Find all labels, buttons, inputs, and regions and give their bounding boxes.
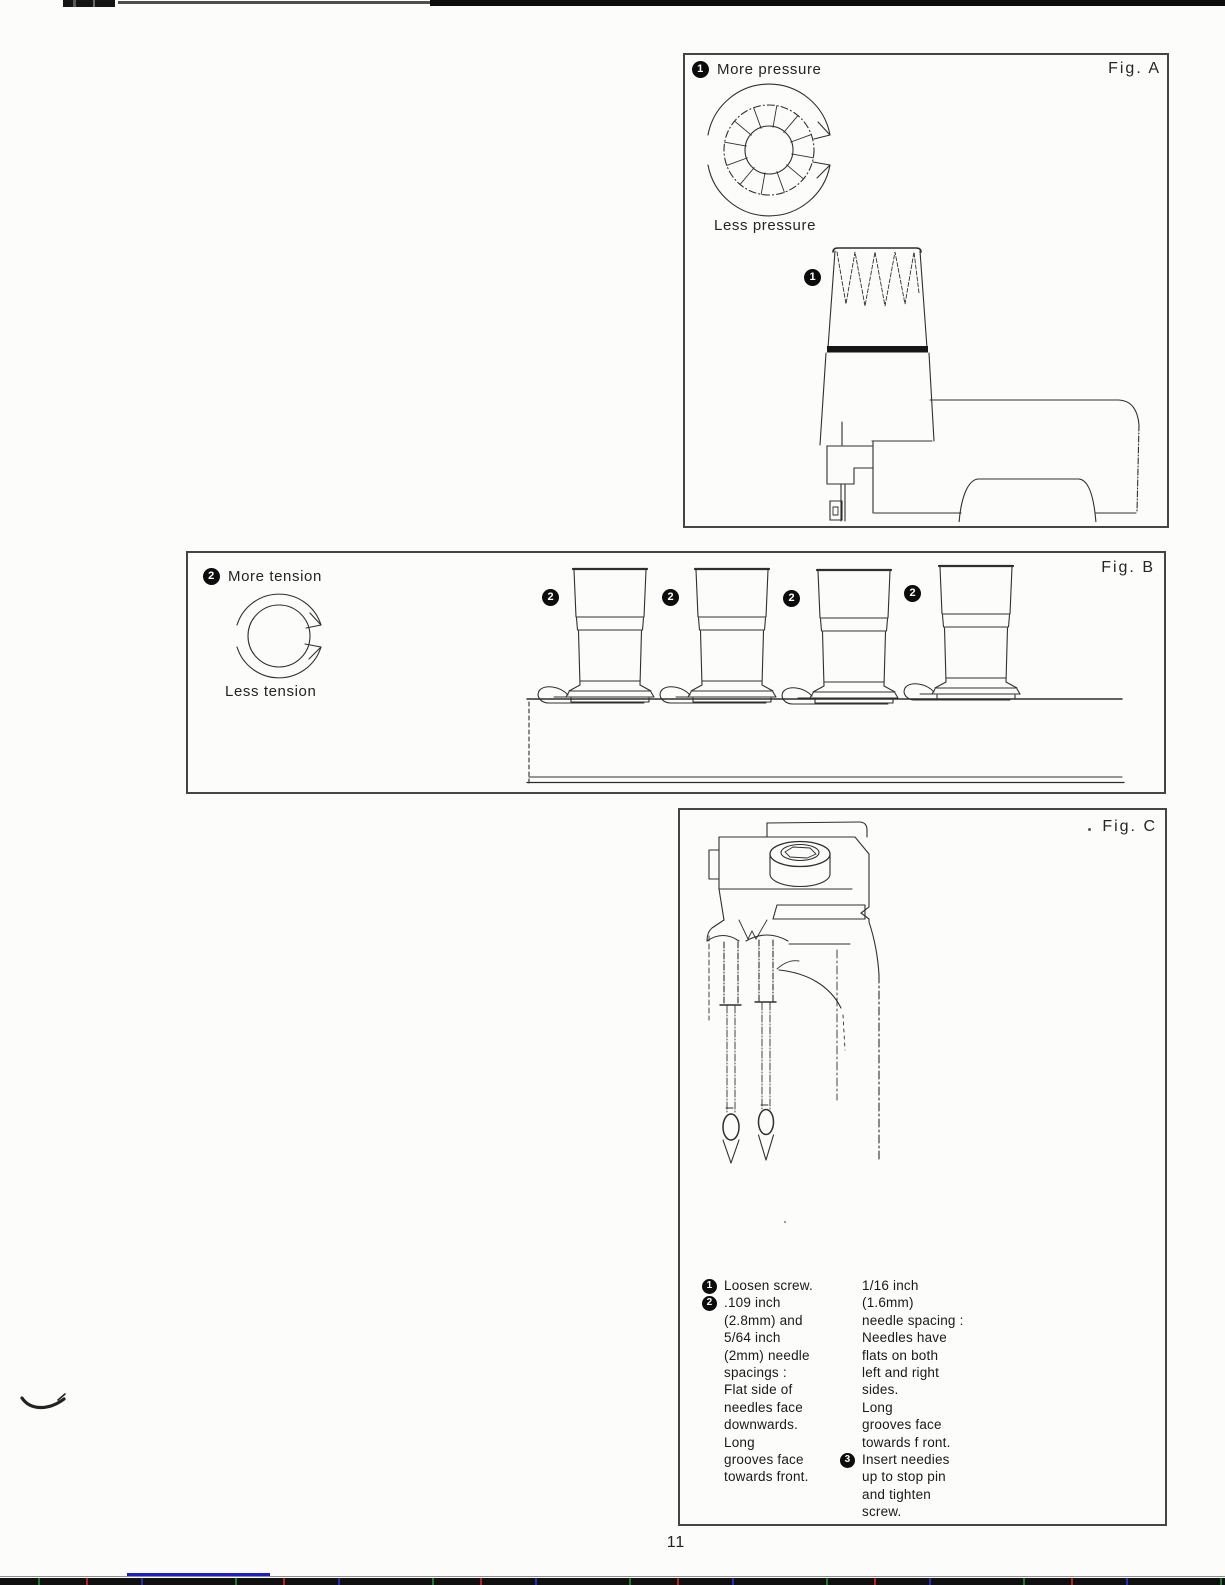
figure-c-label: Fig. C — [1102, 818, 1157, 835]
pressure-adjustment-drawing — [685, 55, 1163, 522]
instruction-line — [702, 1277, 837, 1294]
instruction-text: towards f ront. — [862, 1434, 951, 1450]
instruction-text: downwards. — [724, 1417, 799, 1433]
step-marker: 3 — [840, 1453, 855, 1468]
instruction-text: flats on both — [862, 1347, 939, 1363]
instruction-line — [840, 1451, 1005, 1468]
instruction-text: .109 inch — [724, 1295, 781, 1311]
instruction-text: Long — [862, 1399, 893, 1415]
instruction-text: 1/16 inch — [862, 1278, 919, 1293]
figure-b-box — [186, 551, 1166, 794]
pressure-dial-marker: 1 — [804, 269, 821, 286]
instruction-line — [840, 1329, 1005, 1346]
instruction-text: (2.8mm) and — [724, 1312, 803, 1328]
scan-top-mark — [63, 0, 115, 7]
step-marker: 1 — [702, 1279, 717, 1294]
instruction-line — [702, 1364, 837, 1381]
figure-a-box — [683, 53, 1169, 528]
instruction-text: grooves face — [724, 1452, 804, 1468]
instruction-text: needles face — [724, 1399, 803, 1415]
tension-knob-3-marker: 2 — [783, 590, 800, 607]
step-1-marker: 1 — [692, 61, 709, 78]
tension-knob-1 — [538, 569, 654, 703]
instruction-line — [840, 1399, 1005, 1416]
needle-clamp — [707, 822, 869, 1020]
figure-a-label: Fig. A — [1108, 60, 1161, 77]
tension-adjustment-drawing — [188, 553, 1160, 788]
instruction-line — [840, 1381, 1005, 1398]
clockwise-arrow-icon — [708, 84, 830, 135]
free-arm-arch — [959, 479, 1096, 522]
needle-eye-icon — [759, 1110, 774, 1135]
scan-bottom-bar — [0, 1578, 1225, 1585]
instruction-line — [702, 1312, 837, 1329]
right-needle — [755, 940, 776, 1160]
instruction-text: Long — [724, 1434, 755, 1450]
instruction-text: 5/64 inch — [724, 1330, 781, 1346]
instruction-text: screw. — [862, 1504, 902, 1520]
tension-dial-icon — [237, 594, 321, 678]
tension-knob-4 — [904, 566, 1020, 700]
instruction-line — [840, 1312, 1005, 1329]
instruction-text: (1.6mm) — [862, 1295, 914, 1311]
instruction-line — [840, 1486, 1005, 1503]
instructions-column-2 — [840, 1277, 1005, 1521]
step-marker: 2 — [702, 1296, 717, 1311]
instruction-text: Loosen screw. — [724, 1278, 813, 1293]
scan-bottom-line — [0, 1576, 1225, 1577]
instruction-line — [702, 1451, 837, 1468]
counterclockwise-arrow-icon — [708, 165, 830, 216]
instructions-column-1 — [702, 1277, 837, 1486]
figure-c-box — [678, 808, 1167, 1526]
tension-knob-3 — [782, 570, 898, 704]
instruction-text: up to stop pin — [862, 1469, 946, 1485]
step-2-marker: 2 — [203, 568, 220, 585]
instruction-line — [840, 1468, 1005, 1485]
instruction-text: and tighten — [862, 1486, 932, 1502]
less-pressure-label: Less pressure — [714, 217, 817, 234]
instruction-line — [702, 1347, 837, 1364]
instruction-line — [702, 1329, 837, 1346]
left-needle — [720, 942, 741, 1163]
instruction-text: needle spacing : — [862, 1312, 964, 1328]
tension-knob-2 — [660, 569, 776, 703]
instruction-line — [702, 1434, 837, 1451]
clamp-screw-icon — [770, 842, 830, 887]
instruction-text: Flat side of — [724, 1382, 793, 1398]
instruction-text: Insert needies — [862, 1452, 950, 1468]
instruction-text: towards front. — [724, 1469, 809, 1485]
instruction-text: left and right — [862, 1365, 940, 1381]
less-tension-label: Less tension — [225, 683, 317, 700]
instruction-line — [840, 1434, 1005, 1451]
instruction-text: Needles have — [862, 1330, 947, 1346]
handwritten-mark — [18, 1388, 78, 1418]
instruction-text: sides. — [862, 1382, 899, 1398]
tension-knob-2-marker: 2 — [662, 589, 679, 606]
instruction-line — [840, 1364, 1005, 1381]
page-number: 11 — [666, 1534, 686, 1551]
machine-surface — [527, 699, 1124, 783]
instruction-line — [840, 1416, 1005, 1433]
instruction-text: spacings : — [724, 1365, 787, 1381]
machine-body-edge — [779, 919, 879, 1162]
scan-top-bar — [430, 0, 1225, 6]
instruction-line — [702, 1294, 837, 1311]
machine-head-drawing — [803, 248, 1141, 522]
instruction-line — [840, 1503, 1005, 1520]
instruction-line — [702, 1399, 837, 1416]
instruction-line — [702, 1416, 837, 1433]
needle-eye-icon — [723, 1114, 739, 1140]
more-tension-label: More tension — [228, 568, 322, 585]
instruction-text: grooves face — [862, 1417, 942, 1433]
tension-knob-4-marker: 2 — [904, 585, 921, 602]
instruction-text: (2mm) needle — [724, 1347, 810, 1363]
tension-knob-1-marker: 2 — [542, 589, 559, 606]
instruction-line — [702, 1468, 837, 1485]
figure-b-label: Fig. B — [1101, 559, 1155, 576]
instruction-line — [702, 1381, 837, 1398]
pressure-dial-icon — [708, 84, 830, 216]
instruction-line — [840, 1277, 1005, 1294]
instruction-line — [840, 1294, 1005, 1311]
instruction-line — [840, 1347, 1005, 1364]
more-pressure-label: More pressure — [717, 61, 822, 78]
